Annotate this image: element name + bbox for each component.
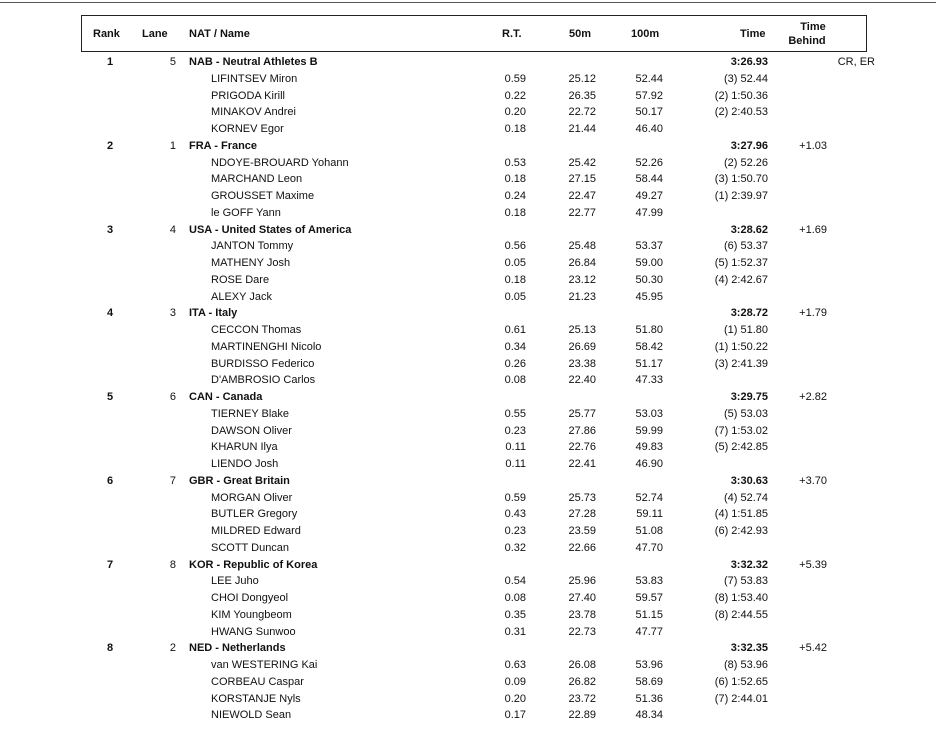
split-100m: 51.08 xyxy=(635,525,663,537)
swimmer-row xyxy=(0,272,936,289)
swimmer-row xyxy=(0,540,936,557)
split-50m: 26.82 xyxy=(568,675,596,688)
reaction-time: 0.54 xyxy=(504,575,526,588)
swimmer-name: KHARUN Ilya xyxy=(211,441,278,454)
swimmer-row xyxy=(0,171,936,188)
cumulative-time: (6) 53.37 xyxy=(723,240,768,253)
split-50m: 21.23 xyxy=(568,290,596,303)
header-behind-line1: Time xyxy=(800,21,826,33)
lane-cell: 4 xyxy=(169,223,176,236)
swimmer-row xyxy=(0,238,936,255)
swimmer-row xyxy=(0,289,936,306)
reaction-time: 0.43 xyxy=(504,508,526,521)
team-time: 3:28.62 xyxy=(730,223,768,236)
cumulative-time: (3) 52.44 xyxy=(723,72,768,85)
split-100m: 53.37 xyxy=(635,240,663,253)
cumulative-time: (1) 1:50.22 xyxy=(714,340,768,353)
cumulative-time: (6) 1:52.65 xyxy=(714,675,768,688)
split-50m: 22.73 xyxy=(568,625,596,638)
swimmer-name: NDOYE-BROUARD Yohann xyxy=(211,156,349,169)
split-100m: 51.15 xyxy=(635,608,663,621)
swimmer-name: BUTLER Gregory xyxy=(211,508,298,521)
reaction-time: 0.20 xyxy=(504,106,526,119)
team-time: 3:28.72 xyxy=(730,307,768,320)
split-50m: 23.59 xyxy=(568,525,596,537)
split-50m: 25.42 xyxy=(568,156,596,169)
swimmer-row xyxy=(0,674,936,691)
team-name: KOR - Republic of Korea xyxy=(189,558,318,571)
swimmer-row xyxy=(0,691,936,708)
split-100m: 47.99 xyxy=(635,206,663,219)
swimmer-row xyxy=(0,523,936,540)
swimmer-row xyxy=(0,707,936,724)
rank-cell: 5 xyxy=(106,391,114,403)
split-100m: 52.74 xyxy=(635,491,663,504)
swimmer-name: JANTON Tommy xyxy=(211,240,294,253)
split-50m: 25.12 xyxy=(568,72,596,85)
header-rank: Rank xyxy=(93,28,120,40)
swimmer-row xyxy=(0,624,936,641)
header-lane: Lane xyxy=(142,28,168,40)
split-100m: 51.80 xyxy=(635,324,663,336)
swimmer-row xyxy=(0,339,936,356)
time-behind: +1.69 xyxy=(799,223,827,236)
split-50m: 27.28 xyxy=(568,508,596,521)
split-100m: 58.44 xyxy=(635,173,663,186)
swimmer-name: LEE Juho xyxy=(211,575,259,588)
reaction-time: 0.18 xyxy=(504,273,526,286)
team-row xyxy=(0,138,936,155)
team-time: 3:29.75 xyxy=(730,391,768,403)
split-50m: 25.48 xyxy=(568,240,596,253)
cumulative-time: (7) 1:53.02 xyxy=(714,424,768,437)
swimmer-row xyxy=(0,456,936,473)
time-behind: +5.39 xyxy=(799,558,827,571)
split-50m: 27.15 xyxy=(568,173,596,186)
team-row xyxy=(0,222,936,239)
swimmer-name: DAWSON Oliver xyxy=(211,424,292,437)
swimmer-row xyxy=(0,155,936,172)
reaction-time: 0.56 xyxy=(504,240,526,253)
swimmer-row xyxy=(0,356,936,373)
split-100m: 48.34 xyxy=(635,709,663,722)
team-name: NED - Netherlands xyxy=(189,642,286,655)
team-name: FRA - France xyxy=(189,139,258,152)
split-50m: 23.72 xyxy=(568,692,596,705)
swimmer-row xyxy=(0,372,936,389)
reaction-time: 0.23 xyxy=(504,525,526,537)
cumulative-time: (3) 1:50.70 xyxy=(714,173,768,186)
split-100m: 53.83 xyxy=(635,575,663,588)
swimmer-name: KIM Youngbeom xyxy=(211,608,292,621)
split-50m: 27.86 xyxy=(568,424,596,437)
cumulative-time: (4) 1:51.85 xyxy=(714,508,768,521)
swimmer-name: ROSE Dare xyxy=(211,273,270,286)
cumulative-time: (7) 2:44.01 xyxy=(714,692,768,705)
header-50m: 50m xyxy=(569,28,592,40)
split-50m: 25.77 xyxy=(568,407,596,420)
split-50m: 22.66 xyxy=(568,541,596,554)
swimmer-name: KORSTANJE Nyls xyxy=(211,692,301,705)
split-50m: 26.35 xyxy=(568,89,596,102)
reaction-time: 0.05 xyxy=(504,257,526,269)
split-50m: 23.78 xyxy=(568,608,596,621)
split-50m: 22.47 xyxy=(568,190,596,202)
swimmer-row xyxy=(0,439,936,456)
cumulative-time: (5) 53.03 xyxy=(723,407,768,420)
reaction-time: 0.24 xyxy=(504,190,526,202)
swimmer-row xyxy=(0,573,936,590)
reaction-time: 0.05 xyxy=(504,290,526,303)
time-behind: +2.82 xyxy=(799,391,827,403)
cumulative-time: (6) 2:42.93 xyxy=(714,525,768,537)
cumulative-time: (7) 53.83 xyxy=(723,575,768,588)
split-100m: 49.27 xyxy=(635,190,663,202)
split-100m: 46.40 xyxy=(635,123,663,135)
reaction-time: 0.20 xyxy=(504,692,526,705)
swimmer-row xyxy=(0,255,936,272)
reaction-time: 0.08 xyxy=(504,374,526,387)
swimmer-name: ALEXY Jack xyxy=(211,290,272,303)
cumulative-time: (1) 51.80 xyxy=(723,324,768,336)
reaction-time: 0.26 xyxy=(504,357,526,370)
rank-cell: 2 xyxy=(106,139,114,152)
swimmer-row xyxy=(0,406,936,423)
split-100m: 47.33 xyxy=(635,374,663,387)
split-100m: 58.42 xyxy=(635,340,663,353)
team-row xyxy=(0,54,936,71)
team-row xyxy=(0,557,936,574)
split-50m: 22.41 xyxy=(568,458,596,470)
team-name: NAB - Neutral Athletes B xyxy=(189,56,318,68)
cumulative-time: (1) 2:39.97 xyxy=(714,190,768,202)
swimmer-row xyxy=(0,490,936,507)
split-100m: 49.83 xyxy=(635,441,663,454)
cumulative-time: (4) 2:42.67 xyxy=(714,273,768,286)
split-100m: 59.11 xyxy=(636,508,663,521)
lane-cell: 8 xyxy=(169,558,176,571)
split-100m: 45.95 xyxy=(635,290,663,303)
lane-cell: 6 xyxy=(169,391,176,403)
swimmer-row xyxy=(0,88,936,105)
time-behind: +5.42 xyxy=(799,642,827,655)
reaction-time: 0.61 xyxy=(504,324,526,336)
swimmer-row xyxy=(0,104,936,121)
time-behind: +3.70 xyxy=(799,474,827,487)
swimmer-row xyxy=(0,590,936,607)
swimmer-row xyxy=(0,71,936,88)
split-50m: 26.69 xyxy=(568,340,596,353)
split-50m: 23.12 xyxy=(568,273,596,286)
reaction-time: 0.59 xyxy=(504,491,526,504)
swimmer-name: MILDRED Edward xyxy=(211,525,301,537)
header-time: Time xyxy=(740,28,766,40)
header-behind-line2: Behind xyxy=(788,35,826,47)
split-100m: 47.70 xyxy=(635,541,663,554)
team-time: 3:26.93 xyxy=(730,56,768,68)
swimmer-name: CORBEAU Caspar xyxy=(211,675,304,688)
swimmer-name: MARTINENGHI Nicolo xyxy=(211,340,322,353)
split-50m: 27.40 xyxy=(568,592,596,604)
team-row xyxy=(0,389,936,406)
swimmer-row xyxy=(0,205,936,222)
split-100m: 52.44 xyxy=(635,72,663,85)
cumulative-time: (2) 1:50.36 xyxy=(714,89,768,102)
reaction-time: 0.31 xyxy=(504,625,526,638)
time-behind: +1.79 xyxy=(799,307,827,320)
cumulative-time: (5) 2:42.85 xyxy=(714,441,768,454)
split-100m: 59.57 xyxy=(635,592,663,604)
swimmer-name: HWANG Sunwoo xyxy=(211,625,296,638)
reaction-time: 0.63 xyxy=(504,659,526,671)
rank-cell: 3 xyxy=(106,223,114,236)
reaction-time: 0.34 xyxy=(504,340,526,353)
rank-cell: 8 xyxy=(106,642,114,655)
split-50m: 22.89 xyxy=(568,709,596,722)
split-100m: 59.00 xyxy=(635,257,663,269)
split-100m: 52.26 xyxy=(635,156,663,169)
swimmer-name: van WESTERING Kai xyxy=(211,659,318,671)
swimmer-row xyxy=(0,423,936,440)
split-100m: 53.96 xyxy=(635,659,663,671)
split-100m: 51.36 xyxy=(635,692,663,705)
team-time: 3:27.96 xyxy=(730,139,768,152)
swimmer-name: PRIGODA Kirill xyxy=(211,89,285,102)
swimmer-name: LIENDO Josh xyxy=(211,458,279,470)
rank-cell: 7 xyxy=(106,558,114,571)
swimmer-name: le GOFF Yann xyxy=(211,206,281,219)
reaction-time: 0.22 xyxy=(504,89,526,102)
swimmer-name: MARCHAND Leon xyxy=(211,173,303,186)
split-100m: 53.03 xyxy=(635,407,663,420)
swimmer-name: CECCON Thomas xyxy=(211,324,302,336)
lane-cell: 3 xyxy=(169,307,176,320)
split-100m: 51.17 xyxy=(635,357,663,370)
swimmer-name: MORGAN Oliver xyxy=(211,491,293,504)
swimmer-name: BURDISSO Federico xyxy=(211,357,315,370)
cumulative-time: (4) 52.74 xyxy=(723,491,768,504)
swimmer-name: SCOTT Duncan xyxy=(211,541,290,554)
swimmer-row xyxy=(0,322,936,339)
split-100m: 47.77 xyxy=(635,625,663,638)
swimmer-name: D'AMBROSIO Carlos xyxy=(211,374,316,387)
lane-cell: 7 xyxy=(169,474,176,487)
rank-cell: 4 xyxy=(106,307,114,320)
swimmer-name: KORNEV Egor xyxy=(211,123,284,135)
record-label: CR, ER xyxy=(837,56,875,68)
lane-cell: 2 xyxy=(169,642,176,655)
team-name: CAN - Canada xyxy=(189,391,263,403)
swimmer-row xyxy=(0,607,936,624)
reaction-time: 0.59 xyxy=(504,72,526,85)
team-row xyxy=(0,305,936,322)
reaction-time: 0.18 xyxy=(504,173,526,186)
rank-cell: 6 xyxy=(106,474,114,487)
split-50m: 25.96 xyxy=(568,575,596,588)
header-nat-name: NAT / Name xyxy=(189,28,250,40)
cumulative-time: (2) 2:40.53 xyxy=(714,106,768,119)
split-50m: 26.84 xyxy=(568,257,596,269)
split-100m: 46.90 xyxy=(635,458,663,470)
swimmer-name: TIERNEY Blake xyxy=(211,407,290,420)
cumulative-time: (3) 2:41.39 xyxy=(714,357,768,370)
reaction-time: 0.11 xyxy=(505,458,526,470)
time-behind: +1.03 xyxy=(799,139,827,152)
reaction-time: 0.32 xyxy=(504,541,526,554)
swimmer-name: CHOI Dongyeol xyxy=(211,592,289,604)
split-50m: 22.72 xyxy=(568,106,596,119)
rank-cell: 1 xyxy=(106,56,114,68)
split-50m: 25.73 xyxy=(568,491,596,504)
header-100m: 100m xyxy=(631,28,660,40)
cumulative-time: (8) 1:53.40 xyxy=(714,592,768,604)
team-row xyxy=(0,473,936,490)
cumulative-time: (8) 2:44.55 xyxy=(714,608,768,621)
swimmer-name: MATHENY Josh xyxy=(211,257,291,269)
split-50m: 23.38 xyxy=(568,357,596,370)
swimmer-row xyxy=(0,506,936,523)
reaction-time: 0.09 xyxy=(504,675,526,688)
swimmer-row xyxy=(0,657,936,674)
swimmer-name: GROUSSET Maxime xyxy=(211,190,315,202)
split-50m: 22.76 xyxy=(568,441,596,454)
cumulative-time: (2) 52.26 xyxy=(723,156,768,169)
top-rule xyxy=(0,2,936,3)
team-name: GBR - Great Britain xyxy=(189,474,290,487)
split-100m: 58.69 xyxy=(635,675,663,688)
swimmer-name: MINAKOV Andrei xyxy=(211,106,296,119)
reaction-time: 0.55 xyxy=(504,407,526,420)
lane-cell: 5 xyxy=(169,56,176,68)
team-name: USA - United States of America xyxy=(189,223,352,236)
split-50m: 25.13 xyxy=(568,324,596,336)
swimmer-row xyxy=(0,121,936,138)
split-50m: 26.08 xyxy=(568,659,596,671)
team-time: 3:32.32 xyxy=(730,558,768,571)
swimmer-row xyxy=(0,188,936,205)
reaction-time: 0.53 xyxy=(504,156,526,169)
swimmer-name: NIEWOLD Sean xyxy=(211,709,292,722)
reaction-time: 0.11 xyxy=(505,441,526,454)
team-time: 3:30.63 xyxy=(730,474,768,487)
split-100m: 59.99 xyxy=(635,424,663,437)
split-100m: 50.17 xyxy=(635,106,663,119)
lane-cell: 1 xyxy=(169,139,176,152)
reaction-time: 0.18 xyxy=(504,206,526,219)
cumulative-time: (5) 1:52.37 xyxy=(714,257,768,269)
split-50m: 22.40 xyxy=(568,374,596,387)
reaction-time: 0.18 xyxy=(504,123,526,135)
split-50m: 21.44 xyxy=(568,123,596,135)
reaction-time: 0.23 xyxy=(504,424,526,437)
cumulative-time: (8) 53.96 xyxy=(723,659,768,671)
split-100m: 57.92 xyxy=(635,89,663,102)
team-row xyxy=(0,640,936,657)
reaction-time: 0.08 xyxy=(504,592,526,604)
team-time: 3:32.35 xyxy=(730,642,768,655)
reaction-time: 0.17 xyxy=(504,709,526,722)
split-100m: 50.30 xyxy=(635,273,663,286)
split-50m: 22.77 xyxy=(568,206,596,219)
header-rt: R.T. xyxy=(502,28,522,40)
team-name: ITA - Italy xyxy=(189,307,238,320)
swimmer-name: LIFINTSEV Miron xyxy=(211,72,298,85)
reaction-time: 0.35 xyxy=(504,608,526,621)
